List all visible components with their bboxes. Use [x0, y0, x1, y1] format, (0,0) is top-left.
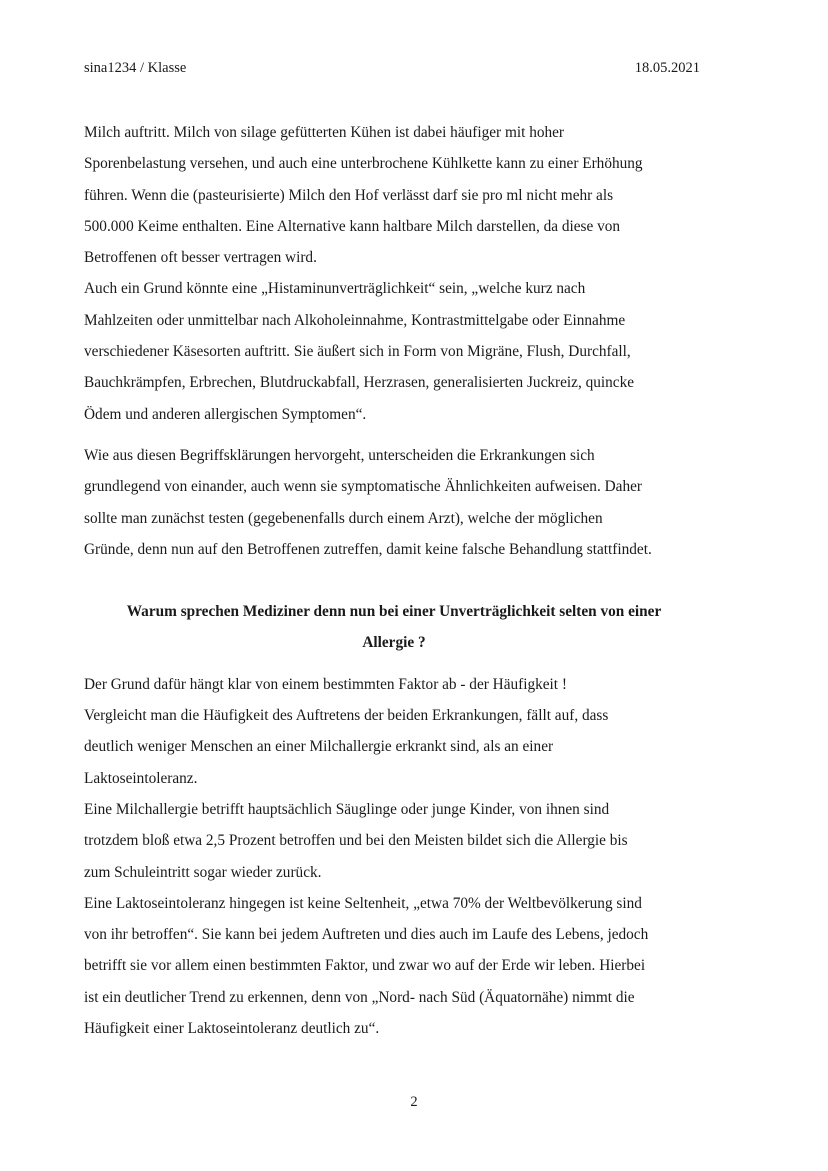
section-heading: [84, 596, 724, 659]
header-date: 18.05.2021: [634, 60, 700, 76]
text-line: Ödem und anderen allergischen Symptomen“.: [84, 405, 367, 423]
paragraph-3: [84, 669, 724, 1045]
text-line: Der Grund dafür hängt klar von einem bestimmten Faktor ab - der Häufigkeit !: [84, 675, 567, 693]
text-line: Betroffenen oft besser vertragen wird.: [84, 249, 317, 267]
text-line: Vergleicht man die Häufigkeit des Auftretens der beiden Erkrankungen, fällt auf, dass: [84, 707, 609, 725]
text-line: betrifft sie vor allem einen bestimmten Faktor, und zwar wo auf der Erde wir leben. Hierbei: [84, 957, 646, 975]
text-line: sollte man zunächst testen (gegebenenfalls durch einem Arzt), welche der möglichen: [84, 509, 603, 527]
paragraph-spacer: [84, 659, 724, 669]
text-line: Milch auftritt. Milch von silage gefütterten Kühen ist dabei häufiger mit hoher: [84, 124, 565, 141]
text-line: grundlegend von einander, auch wenn sie symptomatische Ähnlichkeiten aufweisen. Daher: [84, 478, 642, 496]
heading-line: Allergie ?: [362, 634, 426, 652]
header-author: sina1234 / Klasse: [84, 60, 187, 76]
text-line: zum Schuleintritt sogar wieder zurück.: [84, 863, 322, 881]
text-line: Häufigkeit einer Laktoseintoleranz deutlich zu“.: [84, 1020, 380, 1038]
text-line: Mahlzeiten oder unmittelbar nach Alkoholeinnahme, Kontrastmittelgabe oder Einnahme: [84, 311, 626, 329]
text-line: Eine Milchallergie betrifft hauptsächlich Säuglinge oder junge Kinder, von ihnen sind: [84, 800, 610, 818]
text-line: führen. Wenn die (pasteurisierte) Milch den Hof verlässt darf sie pro ml nicht mehr als: [84, 186, 614, 204]
paragraph-spacer: [84, 430, 724, 440]
document-body: [84, 117, 724, 1044]
heading-line: Warum sprechen Mediziner denn nun bei einer Unverträglichkeit selten von einer: [126, 603, 662, 621]
text-line: Wie aus diesen Begriffsklärungen hervorgeht, unterscheiden die Erkrankungen sich: [84, 446, 595, 464]
text-line: Sporenbelastung versehen, und auch eine unterbrochene Kühlkette kann zu einer Erhöhung: [84, 155, 643, 173]
paragraph-2: [84, 440, 724, 565]
text-line: trotzdem bloß etwa 2,5 Prozent betroffen und bei den Meisten bildet sich die Allergie bis: [84, 832, 628, 850]
text-line: 500.000 Keime enthalten. Eine Alternative kann haltbare Milch darstellen, da diese von: [84, 217, 621, 235]
text-line: Eine Laktoseintoleranz hingegen ist keine Seltenheit, „etwa 70% der Weltbevölkerung sind: [84, 894, 642, 912]
text-line: Laktoseintoleranz.: [84, 769, 198, 787]
text-line: Auch ein Grund könnte eine „Histaminunverträglichkeit“ sein, „welche kurz nach: [84, 280, 586, 298]
paragraph-1: [84, 117, 724, 430]
section-spacer: [84, 565, 724, 596]
text-line: deutlich weniger Menschen an einer Milchallergie erkrankt sind, als an einer: [84, 738, 554, 756]
page-number: 2: [410, 1094, 418, 1110]
text-line: ist ein deutlicher Trend zu erkennen, denn von „Nord- nach Süd (Äquatornähe) nimmt die: [84, 988, 635, 1006]
text-line: Gründe, denn nun auf den Betroffenen zutreffen, damit keine falsche Behandlung stattfindet.: [84, 540, 652, 558]
text-line: Bauchkrämpfen, Erbrechen, Blutdruckabfall, Herzrasen, generalisierten Juckreiz, quincke: [84, 374, 635, 392]
text-line: verschiedener Käsesorten auftritt. Sie äußert sich in Form von Migräne, Flush, Durchfall,: [84, 343, 631, 361]
text-line: von ihr betroffen“. Sie kann bei jedem Auftreten und dies auch im Laufe des Lebens, jedoch: [84, 926, 649, 944]
